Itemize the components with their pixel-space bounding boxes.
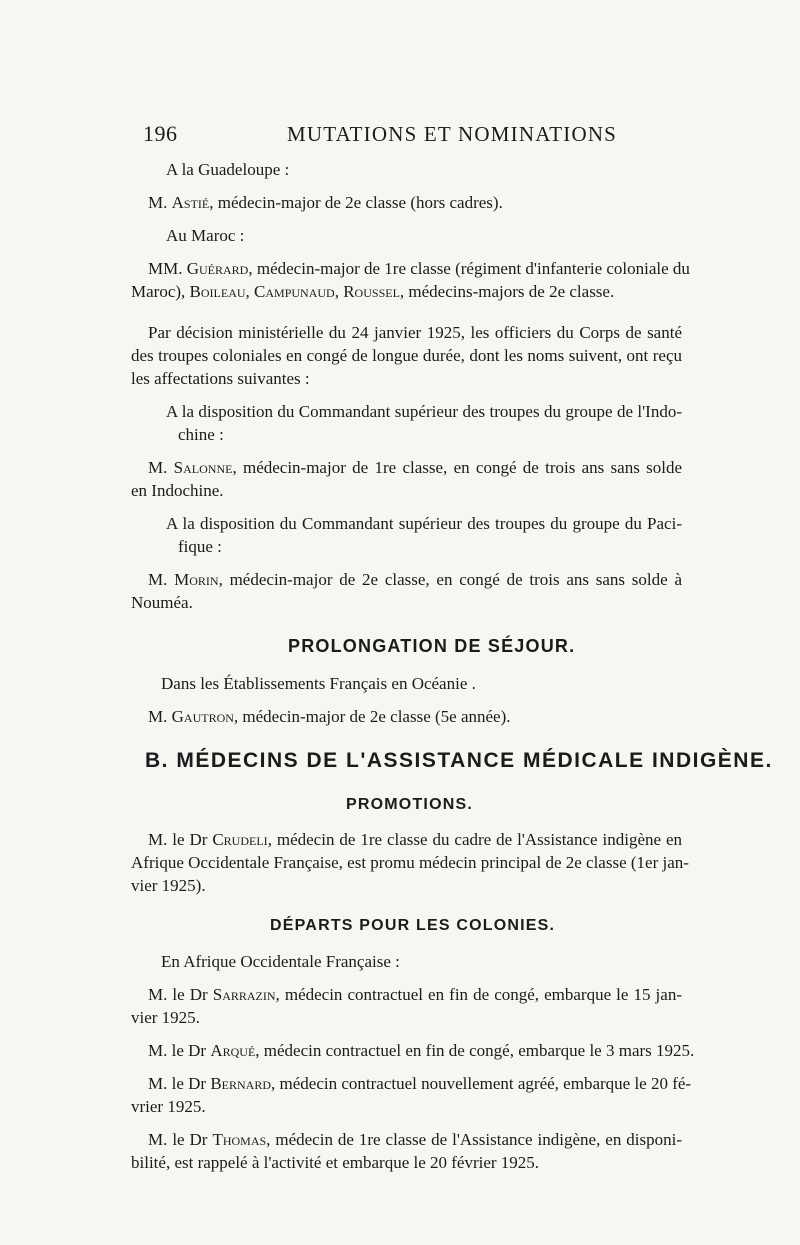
oceanie-label: Dans les Établissements Français en Océanie . bbox=[161, 674, 476, 693]
person-name: Salonne bbox=[173, 458, 233, 477]
entry-text: , médecin contractuel en fin de congé, embarque le 15 jan- bbox=[275, 985, 682, 1004]
person-name: Arqué bbox=[210, 1041, 256, 1060]
decision-line-1: Par décision ministérielle du 24 janvier 1925, les officiers du Corps de santé bbox=[148, 323, 682, 342]
entry-prefix: M. le Dr bbox=[148, 1041, 211, 1060]
thomas-entry bbox=[148, 1130, 682, 1150]
guerard-entry bbox=[148, 259, 690, 279]
arque-entry bbox=[148, 1041, 695, 1061]
departs-heading: DÉPARTS POUR LES COLONIES. bbox=[270, 917, 556, 934]
salonne-entry bbox=[148, 458, 682, 478]
maroc-label: Au Maroc : bbox=[166, 226, 245, 245]
entry-text: , médecin-major de 2e classe, en congé de trois ans sans solde à bbox=[218, 570, 682, 589]
entry-prefix: MM. bbox=[148, 259, 187, 278]
thomas-entry-line-2: bilité, est rappelé à l'activité et embarque le 20 février 1925. bbox=[131, 1153, 540, 1172]
entry-prefix: M. le Dr bbox=[148, 830, 213, 849]
aof-label: En Afrique Occidentale Française : bbox=[161, 952, 400, 971]
section-b-heading: B. MÉDECINS DE L'ASSISTANCE MÉDICALE INDIGÈNE. bbox=[145, 749, 773, 772]
person-name: Campunaud bbox=[254, 282, 335, 301]
morin-entry bbox=[148, 570, 682, 590]
entry-prefix: M. le Dr bbox=[148, 1074, 211, 1093]
indochine-label-line-1: A la disposition du Commandant supérieur des troupes du groupe de l'Indo- bbox=[166, 402, 682, 421]
person-name: Morin bbox=[174, 570, 219, 589]
entry-prefix: M. bbox=[148, 458, 174, 477]
person-name: Roussel bbox=[343, 282, 400, 301]
entry-text: , médecin de 1re classe du cadre de l'Assistance indigène en bbox=[267, 830, 682, 849]
indochine-label-line-2: chine : bbox=[178, 425, 224, 444]
entry-text: Maroc), bbox=[131, 282, 190, 301]
entry-prefix: M. bbox=[148, 193, 172, 212]
decision-line-3: les affectations suivantes : bbox=[131, 369, 310, 388]
person-name: Boileau bbox=[189, 282, 246, 301]
entry-prefix: M. bbox=[148, 570, 175, 589]
person-name: Guérard bbox=[186, 259, 249, 278]
sarrazin-entry-line-2: vier 1925. bbox=[131, 1008, 200, 1027]
person-name: Astié bbox=[171, 193, 210, 212]
prolongation-heading: PROLONGATION DE SÉJOUR. bbox=[288, 636, 576, 656]
sarrazin-entry bbox=[148, 985, 682, 1005]
crudeli-entry-line-3: vier 1925). bbox=[131, 876, 206, 895]
person-name: Bernard bbox=[210, 1074, 272, 1093]
gautron-entry bbox=[148, 707, 511, 727]
maroc-officers-line bbox=[131, 282, 614, 302]
entry-text: , médecin de 1re classe de l'Assistance indigène, en disponi- bbox=[266, 1130, 682, 1149]
astie-entry bbox=[148, 193, 503, 213]
separator: , bbox=[245, 282, 255, 301]
guadeloupe-label: A la Guadeloupe : bbox=[166, 160, 290, 179]
entry-text: , médecin contractuel nouvellement agréé, embarque le 20 fé- bbox=[271, 1074, 692, 1093]
entry-text: , médecins-majors de 2e classe. bbox=[399, 282, 615, 301]
entry-prefix: M. bbox=[148, 707, 172, 726]
entry-text: , médecin contractuel en fin de congé, embarque le 3 mars 1925. bbox=[255, 1041, 695, 1060]
pacifique-label-line-2: fique : bbox=[178, 537, 222, 556]
morin-entry-line-2: Nouméa. bbox=[131, 593, 193, 612]
person-name: Thomas bbox=[212, 1130, 267, 1149]
crudeli-entry bbox=[148, 830, 682, 850]
promotions-heading: PROMOTIONS. bbox=[346, 796, 473, 813]
separator: , bbox=[334, 282, 344, 301]
salonne-entry-line-2: en Indochine. bbox=[131, 481, 224, 500]
entry-text: , médecin-major de 1re classe, en congé de trois ans sans solde bbox=[232, 458, 682, 477]
person-name: Sarrazin bbox=[212, 985, 276, 1004]
person-name: Gautron bbox=[171, 707, 234, 726]
entry-text: , médecin-major de 1re classe (régiment d'infanterie coloniale du bbox=[248, 259, 690, 278]
running-title: MUTATIONS ET NOMINATIONS bbox=[287, 122, 618, 146]
page-number: 196 bbox=[143, 121, 178, 146]
bernard-entry bbox=[148, 1074, 692, 1094]
crudeli-entry-line-2: Afrique Occidentale Française, est promu médecin principal de 2e classe (1er jan- bbox=[131, 853, 689, 872]
person-name: Crudeli bbox=[212, 830, 268, 849]
entry-text: , médecin-major de 2e classe (5e année). bbox=[233, 707, 511, 726]
entry-prefix: M. le Dr bbox=[148, 985, 213, 1004]
entry-prefix: M. le Dr bbox=[148, 1130, 213, 1149]
pacifique-label-line-1: A la disposition du Commandant supérieur des troupes du groupe du Paci- bbox=[166, 514, 682, 533]
entry-text: , médecin-major de 2e classe (hors cadres). bbox=[209, 193, 503, 212]
decision-line-2: des troupes coloniales en congé de longue durée, dont les noms suivent, ont reçu bbox=[131, 346, 682, 365]
bernard-entry-line-2: vrier 1925. bbox=[131, 1097, 206, 1116]
